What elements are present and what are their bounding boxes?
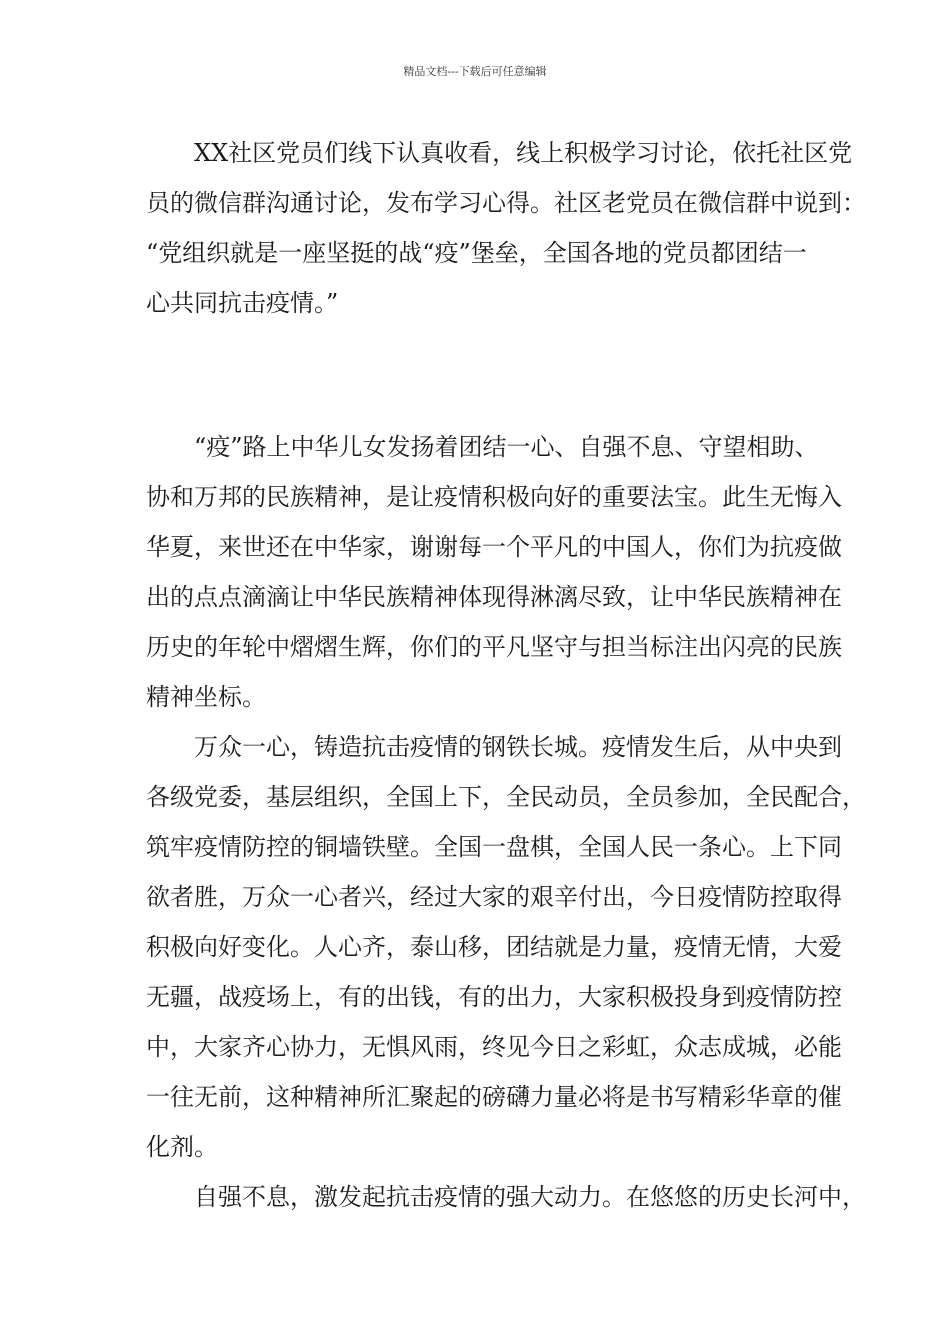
text-line: 出的点点滴滴让中华民族精神体现得淋漓尽致，让中华民族精神在 [146,583,842,611]
text-line: XX社区党员们线下认真收看，线上积极学习讨论，依托社区党 [194,139,853,167]
page-header: 精品文档---下载后可任意编辑 [403,65,547,78]
text-line: 中，大家齐心协力，无惧风雨，终见今日之彩虹，众志成城，必能 [146,1033,842,1061]
paragraph-united-as-one [146,722,866,1172]
paragraph-community-study [146,128,866,328]
text-line: 筑牢疫情防控的铜墙铁壁。全国一盘棋，全国人民一条心。上下同 [146,833,842,861]
paragraph-national-spirit [146,422,842,722]
text-line: 各级党委，基层组织，全国上下，全民动员，全员参加，全民配合， [146,783,866,811]
text-line: “党组织就是一座坚挺的战“疫”堡垒，全国各地的党员都团结一 [146,239,807,267]
document-body-continued [146,422,866,1222]
text-line: 员的微信群沟通讨论，发布学习心得。社区老党员在微信群中说到： [146,189,866,217]
paragraph-self-improvement [146,1172,866,1222]
text-line: 化剂。 [146,1133,218,1161]
text-line: 积极向好变化。人心齐，泰山移，团结就是力量，疫情无情，大爱 [146,933,842,961]
text-line: 精神坐标。 [146,683,266,711]
text-line: 协和万邦的民族精神，是让疫情积极向好的重要法宝。此生无悔入 [146,483,842,511]
document-body [146,128,866,328]
text-line: “疫”路上中华儿女发扬着团结一心、自强不息、守望相助、 [194,433,819,461]
text-line: 万众一心，铸造抗击疫情的钢铁长城。疫情发生后，从中央到 [194,733,842,761]
text-line: 心共同抗击疫情。” [146,289,339,317]
text-line: 华夏，来世还在中华家，谢谢每一个平凡的中国人，你们为抗疫做 [146,533,842,561]
text-line: 一往无前，这种精神所汇聚起的磅礴力量必将是书写精彩华章的催 [146,1083,842,1111]
text-line: 历史的年轮中熠熠生辉，你们的平凡坚守与担当标注出闪亮的民族 [146,633,842,661]
text-line: 自强不息，激发起抗击疫情的强大动力。在悠悠的历史长河中， [194,1183,866,1211]
text-line: 无疆，战疫场上，有的出钱，有的出力，大家积极投身到疫情防控 [146,983,842,1011]
text-line: 欲者胜，万众一心者兴，经过大家的艰辛付出，今日疫情防控取得 [146,883,842,911]
